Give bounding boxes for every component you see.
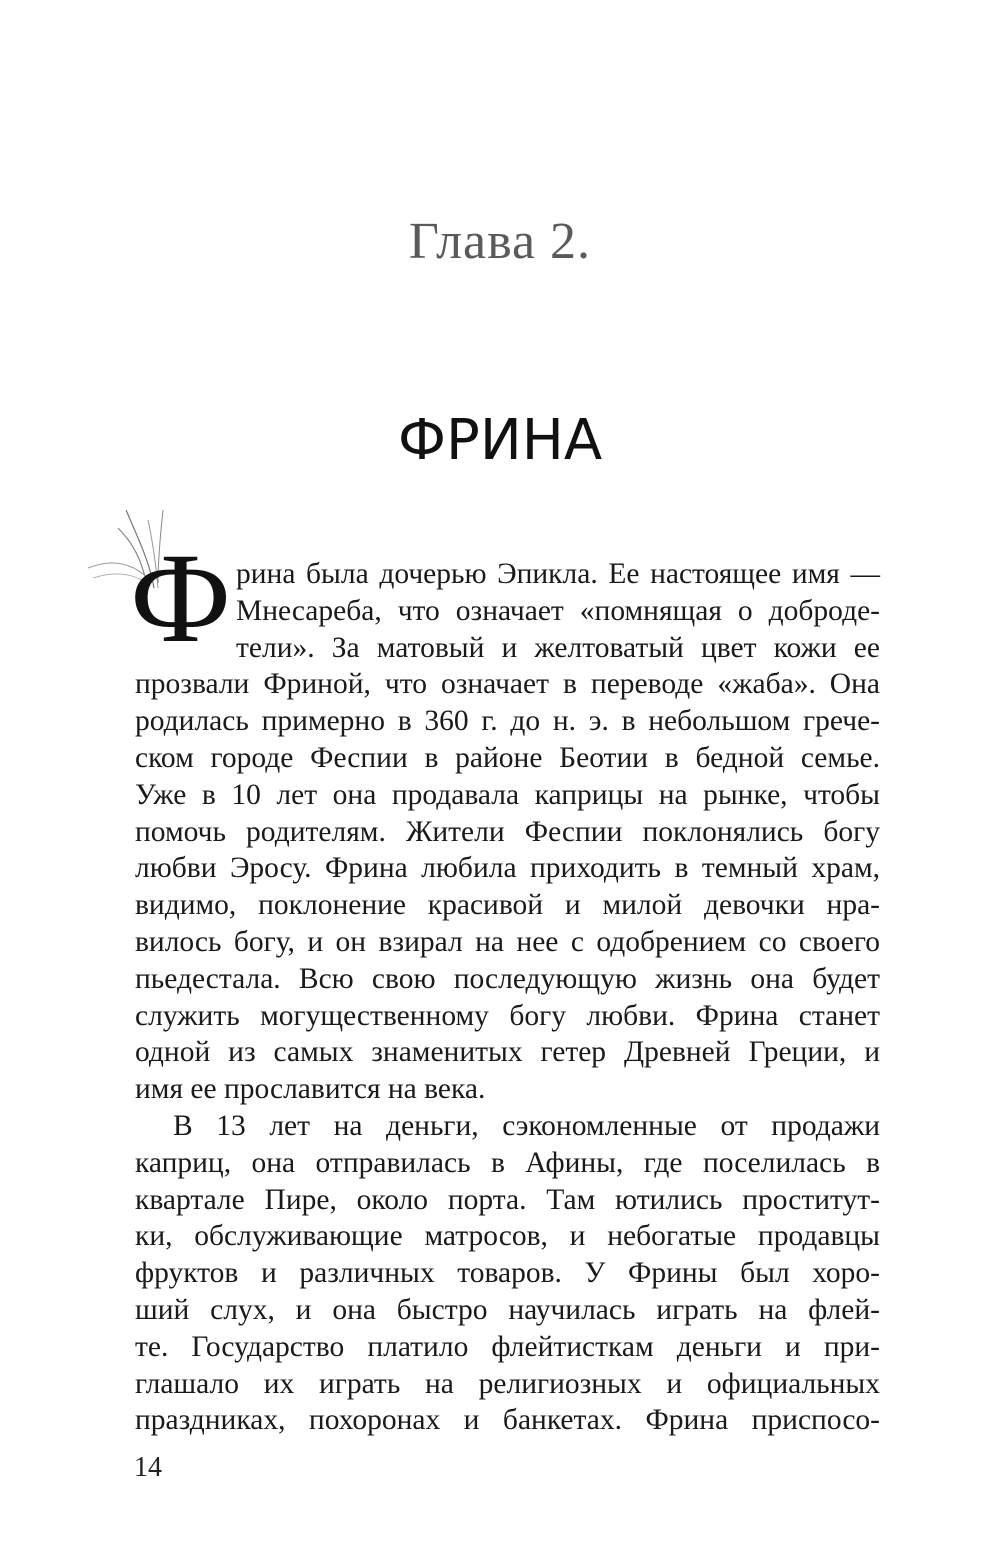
text-line: глашало их играть на религиозных и официальных [135,1367,880,1400]
text-line: рина была дочерью Эпикла. Ее настоящее имя — [236,558,880,590]
text-line: имя ее прославится на века. [135,1073,486,1106]
drop-cap-letter: Ф [130,527,232,669]
text-line: ки, обслуживающие матросов, и небогатые продавцы [135,1220,880,1253]
text-line: прозвали Фриной, что означает в переводе «жаба». Она [135,668,880,701]
text-line: те. Государство платило флейтисткам деньги и при- [135,1330,880,1363]
text-line: пьедестала. Всю свою последующую жизнь она будет [135,962,880,995]
text-line: одной из самых знаменитых гетер Древней Греции, и [135,1036,880,1069]
text-line: праздниках, похоронах и банкетах. Фрина приспосо- [135,1404,880,1437]
text-line: помочь родителям. Жители Феспии поклонялись богу [135,815,880,848]
text-line: каприц, она отправилась в Афины, где поселилась в [135,1146,880,1179]
paragraph-1 [135,666,880,1108]
text-line: В 13 лет на деньги, сэкономленные от продажи [173,1110,880,1142]
text-line: ском городе Феспии в районе Беотии в бедной семье. [135,741,880,774]
paragraph-2 [135,1108,880,1439]
chapter-title: ФРИНА [397,408,603,473]
text-line: квартале Пире, около порта. Там ютились проститут- [135,1183,880,1216]
text-line: ший слух, и она быстро научилась играть на флей- [135,1293,880,1326]
text-line: вилось богу, и он взирал на нее с одобрением со своего [135,925,880,958]
text-line: тели». За матовый и желтоватый цвет кожи ее [236,631,880,664]
text-line: любви Эросу. Фрина любила приходить в темный храм, [135,852,880,885]
first-lines [236,556,880,666]
text-line: фруктов и различных товаров. У Фрины был хоро- [135,1257,880,1290]
text-line: Уже в 10 лет она продавала каприцы на рынке, чтобы [135,778,880,811]
text-line: служить могущественному богу любви. Фрина станет [135,999,880,1032]
text-line: видимо, поклонение красивой и милой девочки нра- [135,889,880,922]
text-line: родилась примерно в 360 г. до н. э. в небольшом грече- [135,705,880,738]
page-number: 14 [134,1452,162,1483]
chapter-label: Глава 2. [408,213,592,270]
text-line: Мнесареба, что означает «помнящая о доброде- [236,594,880,627]
drop-cap [88,508,248,669]
